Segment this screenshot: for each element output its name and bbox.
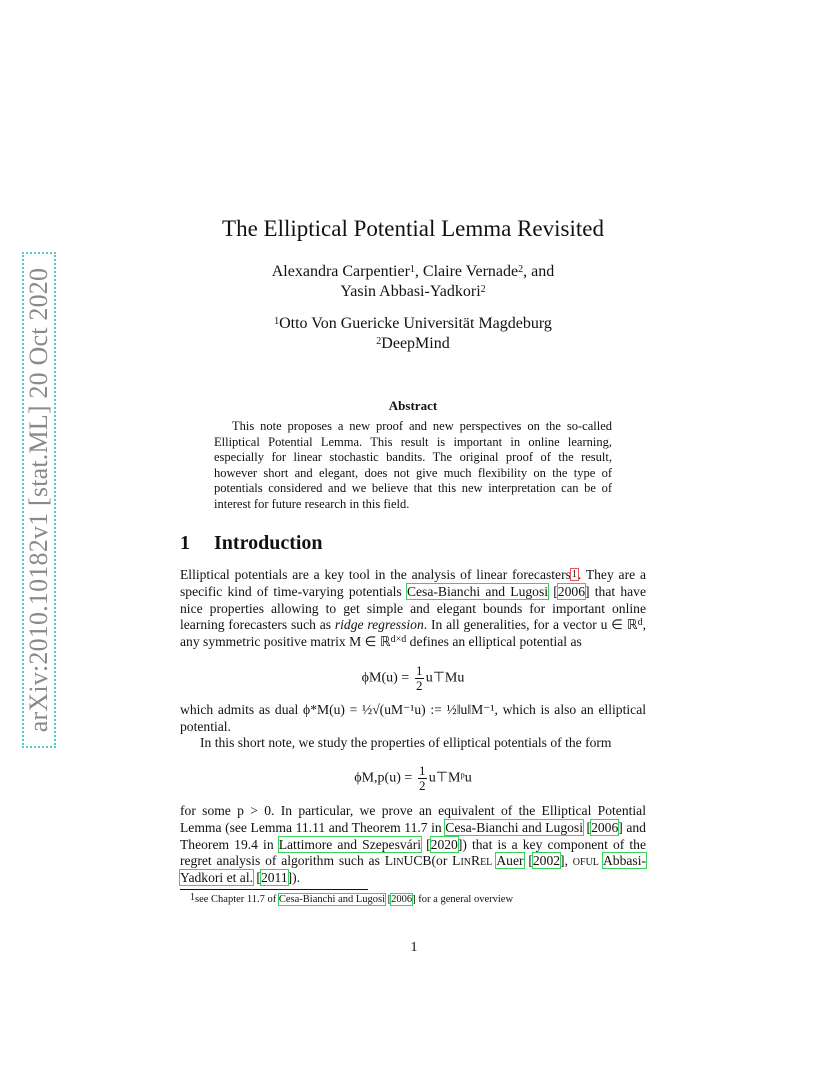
citation-year-link[interactable]: 2020 [430,836,458,852]
citation-year-link[interactable]: 2006 [557,583,585,599]
algorithm-name: LinRel [452,853,493,869]
affiliation-list [180,314,646,354]
algorithm-name: oful [572,853,599,869]
equation-elliptical-potential-p: ϕM,p(u) = $\frac{1}{2}$ u⊤Mᵖu [354,763,472,793]
citation-link[interactable]: Auer [496,853,524,869]
intro-paragraph-1: Elliptical potentials are a key tool in the analysis of linear forecasters$^1$. They are a specific kind of time-varying potentials Cesa-Bianchi and Lugosi [2006] that have nice properties allowing to get simple and elegant bounds for important online learning forecasters such as ridge regression. In all generalities, for a vector u ∈ ℝ$^d$, any symmetric positive matrix M ∈ ℝ$^{d\times d}$ defines an elliptical potential as [180,567,647,650]
abstract-body [214,419,612,513]
footnote-mark: 1 [190,892,195,903]
citation-link[interactable]: Cesa-Bianchi and Lugosi [278,894,386,905]
fraction: $\frac{1}{2}$ [419,763,426,793]
affiliation-name: DeepMind [381,335,450,352]
abstract-heading: Abstract [388,398,438,413]
author-conjunction: , and [523,263,555,280]
footnote-divider [180,889,368,890]
intro-paragraph-3: In this short note, we study the properties of elliptical potentials of the form [200,735,612,750]
citation-link[interactable]: Cesa-Bianchi and Lugosi [445,819,583,835]
section-title: Introduction [214,532,323,554]
affiliation-mark: 1 [274,316,280,327]
section-heading [180,532,323,555]
abstract-text: This note proposes a new proof and new perspectives on the so-called Elliptical Potential Lemma. This result is important in online learning, especially for linear stochastic bandits. The original proof of the result, however short and elegant, does not give much flexibility on the type of potentials considered and we believe that this new interpretation can be of interest for future research in this field. [214,419,612,511]
paper-title: The Elliptical Potential Lemma Revisited [222,216,604,241]
author-affiliation-mark: 2 [518,264,524,275]
author-name: Alexandra Carpentier [271,263,410,280]
author-affiliation-mark: 1 [409,264,415,275]
citation-year-link[interactable]: 2006 [591,819,619,835]
intro-paragraph-4: for some p > 0. In particular, we prove an equivalent of the Elliptical Potential Lemma (see Lemma 11.11 and Theorem 11.7 in Cesa-Bianchi and Lugosi [2006] and Theorem 19.4 in Lattimore and Szepesvári [2020]) that is a key component of the regret analysis of algorithm such as LinUCB(or LinRel Auer [2002], oful Abbasi-Yadkori et al. [2011]). [180,803,646,886]
citation-link[interactable]: Cesa-Bianchi and Lugosi [406,583,549,599]
citation-link[interactable]: Abbasi-Yadkori et al. [180,853,646,886]
author-affiliation-mark: 2 [480,284,486,295]
author-name: Claire Vernade [422,263,519,280]
page-number: 1 [410,940,418,955]
arxiv-sidebar-stamp[interactable] [22,252,56,748]
author-name: Yasin Abbasi-Yadkori [340,283,481,300]
footnote-link[interactable]: 1 [571,569,577,580]
citation-year-link[interactable]: 2002 [532,853,561,869]
affiliation-name: Otto Von Guericke Universität Magdeburg [279,315,552,332]
citation-link[interactable]: Lattimore and Szepesvári [278,836,422,852]
author-list: Alexandra Carpentier$^1$, Claire Vernade$^2$, and Yasin Abbasi-Yadkori$^2$ [271,263,555,300]
arxiv-stamp-text: arXiv:2010.10182v1 [stat.ML] 20 Oct 2020 [24,267,53,733]
fraction: $\frac{1}{2}$ [415,663,423,693]
affiliation-mark: 2 [376,336,382,347]
intro-paragraph-2: which admits as dual ϕ*M(u) = ½√(uM⁻¹u) := ½‖u‖M⁻¹, which is also an elliptical potential. [180,702,646,734]
footnote: $^1$see Chapter 11.7 of Cesa-Bianchi and Lugosi [2006] for a general overview [190,892,514,905]
equation-elliptical-potential: ϕM(u) = $\frac{1}{2}$ u⊤Mu [361,663,465,693]
algorithm-name: LinUCB [384,853,432,869]
section-number: 1 [180,532,190,554]
citation-year-link[interactable]: 2011 [260,870,288,886]
citation-year-link[interactable]: 2006 [391,894,413,905]
